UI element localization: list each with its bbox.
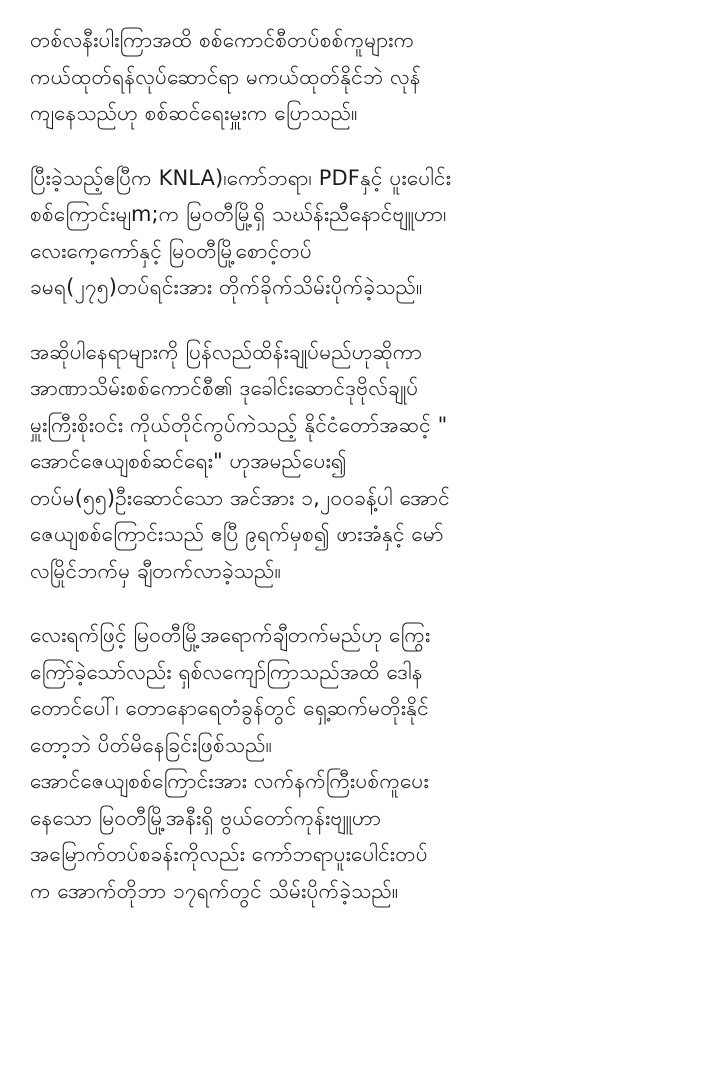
text-line: ခမရ(၂၇၅)တပ်ရင်းအား တိုက်ခိုက်သိမ်းပိုက်ခဲ့သည်။ (30, 275, 423, 299)
text-line: ကျနေသည်ဟု စစ်ဆင်ရေးမှူးက ပြောသည်။ (30, 101, 358, 125)
text-line: အမြောက်တပ်စခန်းကိုလည်း ကော်ဘရာပူးပေါင်းတပ် (30, 842, 428, 866)
text-line: လမြိုင်ဘက်မှ ချီတက်လာခဲ့သည်။ (30, 558, 282, 583)
text-line: တပ်မ(၅၅)ဦးဆောင်သော အင်အား ၁,၂၀၀ခန့်ပါ အောင် (30, 485, 450, 510)
text-line: အောင်ဇေယျစစ်ကြောင်းအား လက်နက်ကြီးပစ်ကူပေး (30, 769, 429, 793)
text-line: လေးရက်ဖြင့် မြဝတီမြို့အရောက်ချီတက်မည်ဟု ကြွေး (30, 623, 431, 647)
text-line: အောင်ဇေယျစစ်ဆင်ရေး" ဟုအမည်ပေး၍ (30, 449, 347, 473)
paragraph-3 (30, 334, 688, 590)
text-line: အဆိုပါနေရာများကို ပြန်လည်ထိန်းချုပ်မည်ဟုဆိုကာ (30, 339, 423, 364)
paragraph-1 (30, 22, 688, 132)
text-line: ပြီးခဲ့သည့်ဧပြီက KNLA)၊ကော်ဘရာ၊ PDFနှင့် ပူးပေါင်း (30, 165, 452, 190)
text-line: ကယ်ထုတ်ရန်လုပ်ဆောင်ရာ မကယ်ထုတ်နိုင်ဘဲ လုန် (30, 64, 421, 89)
text-line: တော့ဘဲ ပိတ်မိနေခြင်းဖြစ်သည်။ (30, 732, 273, 757)
text-line: နေသော မြဝတီမြို့အနီးရှိ ဗွယ်တော်ကုန်းဗျူဟာ (30, 805, 382, 830)
text-line: တောင်ပေါ်၊ တောနောရေတံခွန်တွင် ရှေ့ဆက်မတိုးနိုင် (30, 696, 429, 720)
text-line: တစ်လနီးပါးကြာအထိ စစ်ကောင်စီတပ်စစ်ကူများက (30, 28, 415, 52)
text-line: စစ်ကြောင်းမျm;က မြဝတီမြို့ရှိ သဃ်န်းညီနောင်ဗျူဟာ၊ (30, 202, 447, 226)
paragraph-2 (30, 160, 688, 306)
text-line: က အောက်တိုဘာ ၁၇ရက်တွင် သိမ်းပိုက်ခဲ့သည်။ (30, 878, 399, 903)
text-line: အာဏာသိမ်းစစ်ကောင်စီ၏ ဒုခေါင်းဆောင်ဒုဗိုလ်ချုပ် (30, 376, 419, 400)
text-line: ဇေယျစစ်ကြောင်းသည် ဧပြီ ၉ရက်မှစ၍ ဖားအံနှင့် မော် (30, 522, 444, 546)
text-line: လေးကေ့ကော်နှင့် မြဝတီမြို့စောင့်တပ် (30, 238, 312, 263)
paragraph-4 (30, 617, 688, 909)
text-line: ကြော်ခဲ့သော်လည်း ရှစ်လကျော်ကြာသည်အထိ ဒေါန (30, 659, 423, 684)
text-line: မှူးကြီးစိုးဝင်း ကိုယ်တိုင်ကွပ်ကဲသည့် နိုင်ငံတော်အဆင့် " (30, 412, 448, 437)
